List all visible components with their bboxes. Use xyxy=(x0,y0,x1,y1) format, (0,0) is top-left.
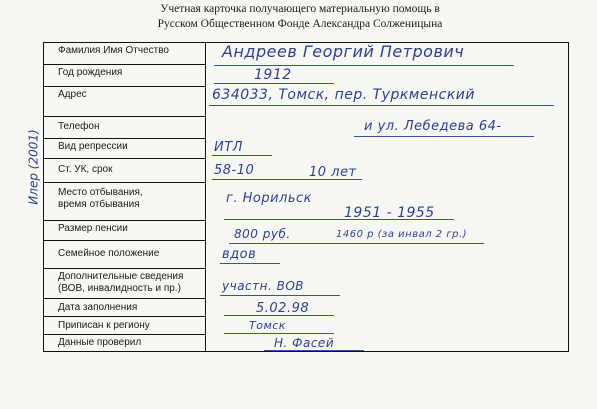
row-pension xyxy=(44,221,205,241)
label-fill-date: Дата заполнения xyxy=(58,302,138,313)
underline-pension xyxy=(229,243,484,244)
label-repression-type: Вид репрессии xyxy=(58,141,128,152)
label-pension: Размер пенсии xyxy=(58,223,128,234)
row-region xyxy=(44,317,205,335)
label-birth-year: Год рождения xyxy=(58,67,123,78)
row-full-name xyxy=(44,43,205,65)
underline-additional-info xyxy=(220,295,340,296)
header-line-1: Учетная карточка получающего материальную помощь в xyxy=(160,3,440,15)
value-birth-year: 1912 xyxy=(254,67,292,83)
underline-place-time xyxy=(224,219,454,220)
row-place-time xyxy=(44,183,205,221)
row-article-term xyxy=(44,159,205,183)
underline-address xyxy=(209,105,554,106)
label-family-status: Семейное положение xyxy=(58,248,160,259)
row-verified-by xyxy=(44,335,205,351)
row-additional-info xyxy=(44,269,205,299)
row-family-status xyxy=(44,241,205,269)
value-family-status: вдов xyxy=(222,247,257,262)
label-article-term: Ст. УК, срок xyxy=(58,164,113,175)
label-additional-info: Дополнительные сведения (ВОВ, инвалидность и пр.) xyxy=(58,271,184,294)
underline-repression-type xyxy=(212,155,272,156)
underline-full-name xyxy=(214,65,514,66)
value-address-line1: 634033, Томск, пер. Туркменский xyxy=(212,87,475,103)
value-repression-type: ИТЛ xyxy=(214,140,243,155)
value-pension-extra: 1460 р (за инвал 2 гр.) xyxy=(336,229,468,240)
label-phone: Телефон xyxy=(58,121,100,132)
underline-address-2 xyxy=(354,136,534,137)
label-full-name: Фамилия Имя Отчество xyxy=(58,45,169,56)
value-term: 10 лет xyxy=(309,165,357,180)
value-address-line2: и ул. Лебедева 64- xyxy=(364,119,502,134)
label-address: Адрес xyxy=(58,89,87,100)
underline-family-status xyxy=(220,263,280,264)
card-header xyxy=(120,2,480,32)
label-place-time: Место отбывания, время отбывания xyxy=(58,187,143,210)
row-fill-date xyxy=(44,299,205,317)
margin-note: Илер (2001) xyxy=(26,129,41,205)
row-address xyxy=(44,87,205,117)
header-line-2: Русском Общественном Фонде Александра Солженицына xyxy=(157,18,443,30)
value-article: 58-10 xyxy=(214,163,255,178)
value-region: Томск xyxy=(249,319,286,332)
row-repression-type xyxy=(44,139,205,159)
registration-card xyxy=(43,42,569,352)
underline-article-term xyxy=(212,179,362,180)
label-verified-by: Данные проверил xyxy=(58,337,142,348)
row-birth-year xyxy=(44,65,205,87)
label-region: Приписан к региону xyxy=(58,320,150,331)
value-additional-info: участн. ВОВ xyxy=(222,279,305,293)
underline-region xyxy=(224,333,334,334)
underline-fill-date xyxy=(224,315,334,316)
underline-birth-year xyxy=(214,83,334,84)
value-verified-by: Н. Фасей xyxy=(274,336,335,350)
value-full-name: Андреев Георгий Петрович xyxy=(222,42,465,61)
value-place: г. Норильск xyxy=(226,191,312,206)
column-divider xyxy=(205,43,206,351)
value-time: 1951 - 1955 xyxy=(344,205,435,221)
underline-verified-by xyxy=(264,350,364,351)
row-phone xyxy=(44,117,205,139)
value-fill-date: 5.02.98 xyxy=(256,301,310,316)
value-pension: 800 руб. xyxy=(234,227,291,241)
